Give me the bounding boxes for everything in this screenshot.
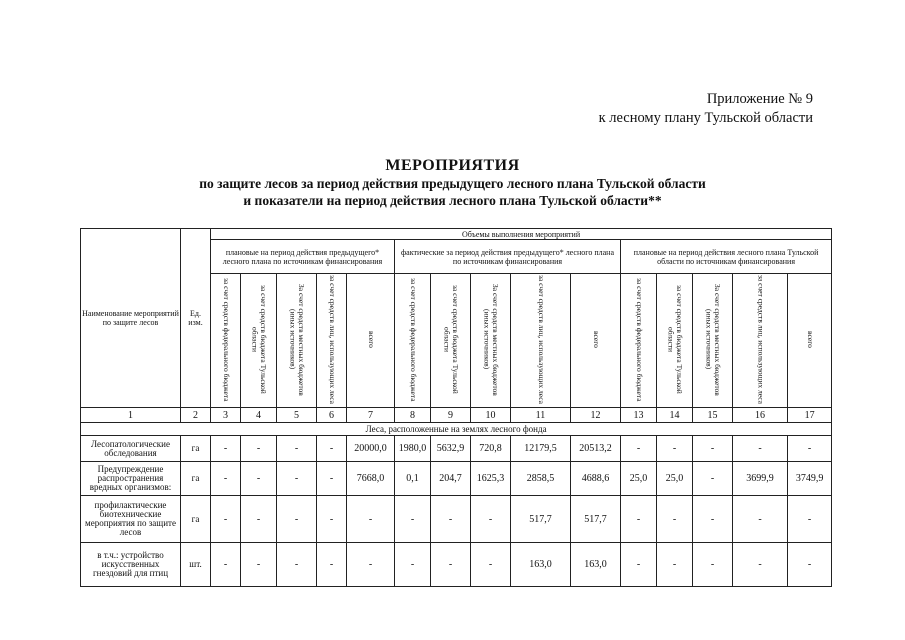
column-number: 13 [621, 408, 657, 423]
column-number: 10 [471, 408, 511, 423]
table-row [81, 436, 832, 462]
row-value: 204,7 [431, 462, 471, 496]
table-row [81, 462, 832, 496]
column-number: 3 [211, 408, 241, 423]
subheader-regional: за счет средств бюджета Тульской области [431, 274, 471, 408]
row-value: - [657, 436, 693, 462]
row-value: 4688,6 [571, 462, 621, 496]
column-number: 17 [788, 408, 832, 423]
row-value: - [471, 543, 511, 587]
subheader-local: За счет средств местных бюджетов (иных источников) [277, 274, 317, 408]
row-value: 25,0 [657, 462, 693, 496]
row-value: - [693, 462, 733, 496]
column-number: 16 [733, 408, 788, 423]
row-value: - [395, 496, 431, 543]
row-value: - [347, 496, 395, 543]
subheader-local: За счет средств местных бюджетов (иных источников) [693, 274, 733, 408]
appendix-target: к лесному плану Тульской области [598, 110, 813, 126]
header-actual-previous: фактические за период действия предыдущего* лесного плана по источникам финансирования [395, 240, 621, 274]
subheader-regional: за счет средств бюджета Тульской области [657, 274, 693, 408]
subheader-persons: за счет средств лиц, использующих леса [733, 274, 788, 408]
column-number: 4 [241, 408, 277, 423]
section-row [81, 423, 832, 436]
measures-table [80, 228, 832, 587]
row-value: - [788, 496, 832, 543]
row-value: 3749,9 [788, 462, 832, 496]
row-value: - [431, 543, 471, 587]
row-value: - [211, 496, 241, 543]
row-value: 517,7 [571, 496, 621, 543]
row-unit: га [181, 462, 211, 496]
row-unit: га [181, 496, 211, 543]
subheader-federal: за счет средств федерального бюджета [395, 274, 431, 408]
row-value: - [733, 496, 788, 543]
column-number: 12 [571, 408, 621, 423]
subheader-persons: за счет средств лиц, использующих леса [511, 274, 571, 408]
subheader-persons: за счет средств лиц, использующих леса [317, 274, 347, 408]
row-name: профилактические биотехнические мероприятия по защите лесов [81, 496, 181, 543]
header-planned-new: плановые на период действия лесного плана Тульской области по источникам финансирования [621, 240, 832, 274]
column-number: 8 [395, 408, 431, 423]
row-value: 1980,0 [395, 436, 431, 462]
row-value: 25,0 [621, 462, 657, 496]
row-value: - [241, 496, 277, 543]
row-value: 3699,9 [733, 462, 788, 496]
row-value: - [211, 462, 241, 496]
row-value: - [657, 496, 693, 543]
column-number: 15 [693, 408, 733, 423]
row-value: - [241, 543, 277, 587]
subheader-total: всего [347, 274, 395, 408]
subheader-federal: за счет средств федерального бюджета [211, 274, 241, 408]
row-value: - [241, 462, 277, 496]
subheader-federal: за счет средств федерального бюджета [621, 274, 657, 408]
row-value: 12179,5 [511, 436, 571, 462]
column-number: 6 [317, 408, 347, 423]
row-name: Предупреждение распространения вредных организмов: [81, 462, 181, 496]
subheader-total: всего [788, 274, 832, 408]
appendix-number: Приложение № 9 [706, 91, 813, 107]
table-row [81, 496, 832, 543]
column-numbers-row [81, 408, 832, 423]
document-title [0, 156, 905, 209]
column-number: 9 [431, 408, 471, 423]
row-unit: шт. [181, 543, 211, 587]
row-value: - [733, 543, 788, 587]
row-value: - [431, 496, 471, 543]
column-number: 14 [657, 408, 693, 423]
row-value: - [317, 462, 347, 496]
row-value: 20513,2 [571, 436, 621, 462]
subheader-regional: за счет средств бюджета Тульской области [241, 274, 277, 408]
column-number: 1 [81, 408, 181, 423]
header-volumes: Объемы выполнения мероприятий [211, 229, 832, 240]
title-subtitle-2: и показатели на период действия лесного плана Тульской области** [243, 193, 662, 208]
row-value: - [693, 496, 733, 543]
row-value: 720,8 [471, 436, 511, 462]
row-value: - [211, 543, 241, 587]
row-value: - [693, 436, 733, 462]
column-number: 2 [181, 408, 211, 423]
row-value: - [788, 436, 832, 462]
row-value: - [733, 436, 788, 462]
section-title: Леса, расположенные на землях лесного фонда [81, 423, 832, 436]
subheader-local: За счет средств местных бюджетов (иных источников) [471, 274, 511, 408]
column-number: 7 [347, 408, 395, 423]
row-name: в т.ч.: устройство искусственных гнездовий для птиц [81, 543, 181, 587]
row-value: - [277, 462, 317, 496]
appendix-reference [599, 90, 813, 128]
row-value: 0,1 [395, 462, 431, 496]
row-name: Лесопатологические обследования [81, 436, 181, 462]
column-number: 11 [511, 408, 571, 423]
table-row [81, 543, 832, 587]
row-value: 5632,9 [431, 436, 471, 462]
subheader-total: всего [571, 274, 621, 408]
row-value: - [211, 436, 241, 462]
row-value: - [277, 436, 317, 462]
row-value: 1625,3 [471, 462, 511, 496]
row-value: - [471, 496, 511, 543]
title-main: МЕРОПРИЯТИЯ [385, 157, 520, 174]
row-value: 163,0 [571, 543, 621, 587]
title-subtitle-1: по защите лесов за период действия предыдущего лесного плана Тульской области [199, 176, 706, 191]
row-value: - [241, 436, 277, 462]
row-value: - [788, 543, 832, 587]
row-value: 7668,0 [347, 462, 395, 496]
column-number: 5 [277, 408, 317, 423]
row-value: - [277, 496, 317, 543]
header-planned-previous: плановые на период действия предыдущего* лесного плана по источникам финансирования [211, 240, 395, 274]
row-unit: га [181, 436, 211, 462]
row-value: - [621, 436, 657, 462]
header-unit: Ед. изм. [181, 229, 211, 408]
row-value: - [621, 496, 657, 543]
row-value: - [277, 543, 317, 587]
row-value: - [395, 543, 431, 587]
row-value: 2858,5 [511, 462, 571, 496]
row-value: 20000,0 [347, 436, 395, 462]
row-value: 517,7 [511, 496, 571, 543]
row-value: - [317, 436, 347, 462]
header-name: Наименование мероприятий по защите лесов [81, 229, 181, 408]
row-value: 163,0 [511, 543, 571, 587]
row-value: - [693, 543, 733, 587]
row-value: - [347, 543, 395, 587]
row-value: - [657, 543, 693, 587]
row-value: - [317, 543, 347, 587]
row-value: - [621, 543, 657, 587]
data-rows [81, 436, 832, 587]
row-value: - [317, 496, 347, 543]
